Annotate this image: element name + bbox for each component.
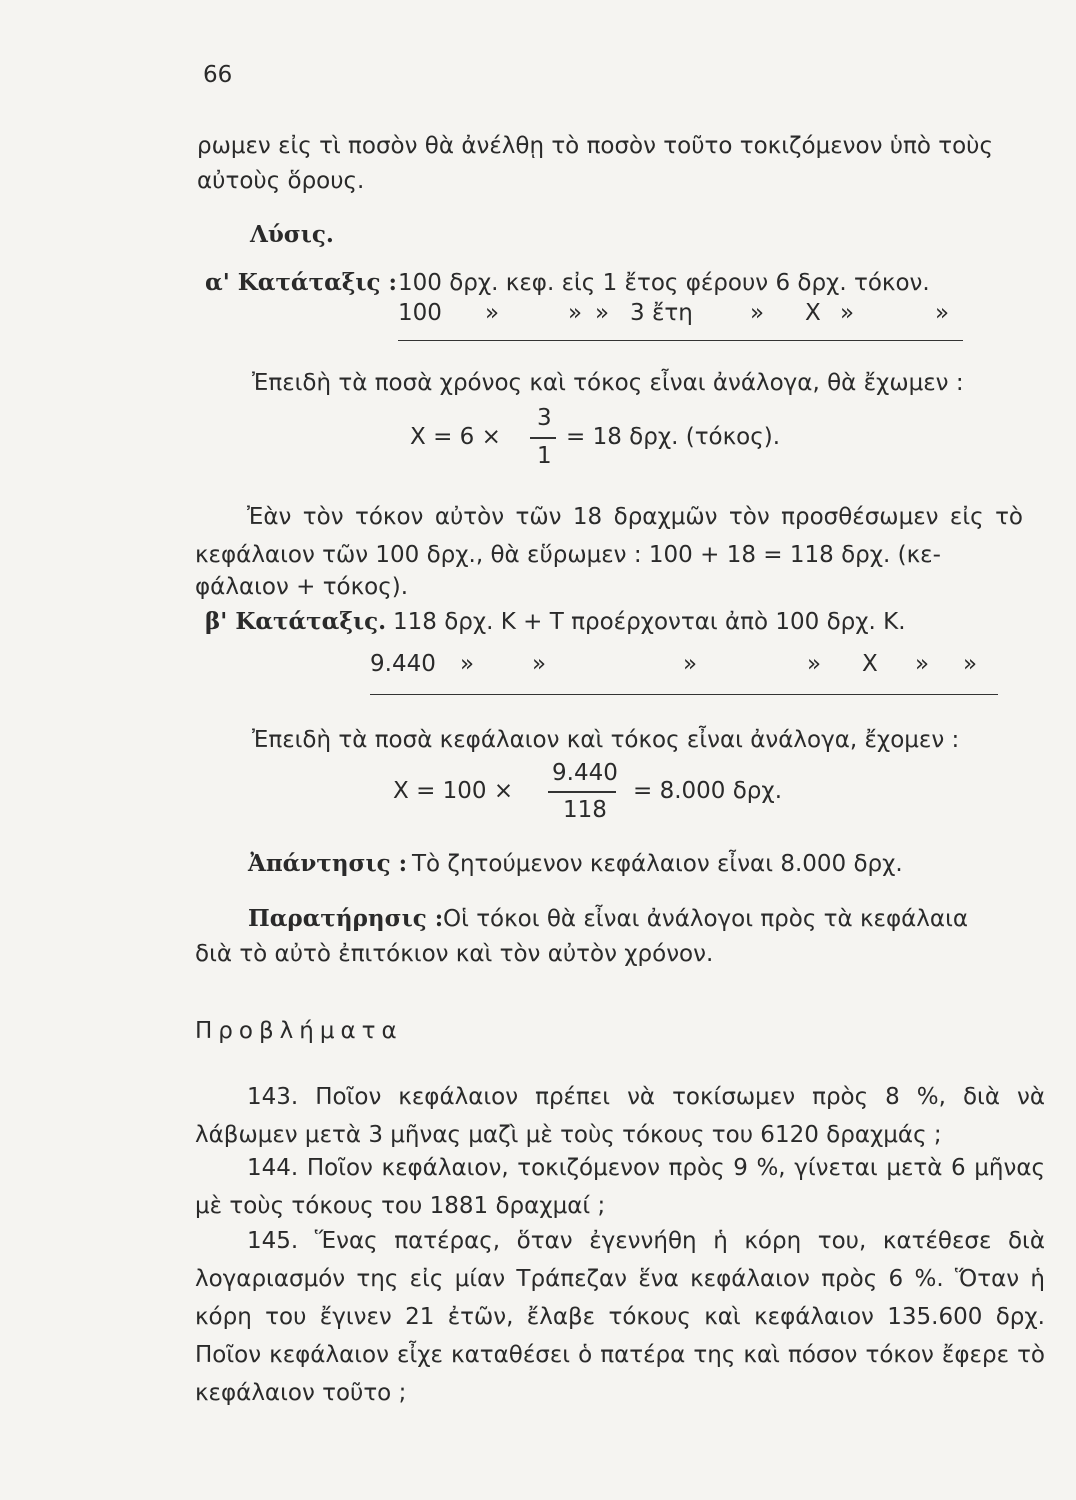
section-b-rule: [370, 694, 998, 695]
b-row2-c2: »: [460, 651, 475, 677]
section-a-formula-right: = 18 δρχ. (τόκος).: [566, 424, 781, 450]
section-a-row2: [0, 294, 1076, 332]
transfer-paragraph: Ἐὰν τὸν τόκον αὐτὸν τῶν 18 δραχμῶν τὸν προσθέσωμεν εἰς τὸ κεφάλαιον τῶν 100 δρχ., θὰ εὕρωμεν : 100 + 18 = 118 δρχ. (κε-: [195, 504, 1023, 568]
a-row2-c9: »: [935, 300, 950, 326]
b-row2-c6: X: [862, 651, 878, 677]
problem-145: 145. Ἕνας πατέρας, ὅταν ἐγεννήθη ἡ κόρη του, κατέθεσε διὰ λογαριασμόν της εἰς μίαν Τράπεζαν ἕνα κεφάλαιον πρὸς 6 %. Ὅταν ἡ κόρη του ἔγινεν 21 ἐτῶν, ἔλαβε τόκους καὶ κεφάλαιον 135.600 δρχ. Ποῖον κεφάλαιον εἶχε καταθέσει ὁ πατέρα της καὶ πόσον τόκον ἔφερε τὸ κεφάλαιον τοῦτο ;: [195, 1228, 1045, 1406]
section-a-rule: [398, 340, 963, 341]
section-b-label: β' Κατάταξις.: [205, 608, 387, 635]
b-row2-c8: »: [963, 651, 978, 677]
page-number: 66: [203, 62, 233, 88]
a-row2-c1: 100: [398, 300, 442, 326]
b-row2-c7: »: [915, 651, 930, 677]
b-row2-c5: »: [807, 651, 822, 677]
section-b-formula-den: 118: [563, 797, 607, 823]
section-b-explanation: Ἐπειδὴ τὰ ποσὰ κεφάλαιον καὶ τόκος εἶναι ἀνάλογα, ἔχομεν :: [252, 727, 960, 753]
section-b-formula-left: X = 100 ×: [393, 778, 514, 804]
a-row2-c5: 3 ἔτη: [630, 300, 693, 326]
problems-heading: Προβλήματα: [195, 1018, 403, 1044]
section-b-formula-num: 9.440: [552, 760, 618, 786]
a-row2-c6: »: [750, 300, 765, 326]
section-a-label: α' Κατάταξις :: [205, 269, 398, 296]
section-a-explanation: Ἐπειδὴ τὰ ποσὰ χρόνος καὶ τόκος εἶναι ἀνάλογα, θὰ ἔχωμεν :: [252, 370, 964, 396]
section-a-formula-num: 3: [537, 405, 552, 431]
a-row2-c7: X: [805, 300, 821, 326]
section-b-formula-right: = 8.000 δρχ.: [633, 778, 783, 804]
transfer-line-3: φάλαιον + τόκος).: [195, 574, 409, 600]
b-row2-c4: »: [683, 651, 698, 677]
b-row2-c3: »: [532, 651, 547, 677]
problem-143: 143. Ποῖον κεφάλαιον πρέπει νὰ τοκίσωμεν πρὸς 8 %, διὰ νὰ λάβωμεν μετὰ 3 μῆνας μαζὶ μὲ τοὺς τόκους του 6120 δραχμάς ;: [195, 1084, 1045, 1148]
a-row2-c8: »: [840, 300, 855, 326]
answer-label: Ἀπάντησις :: [248, 850, 408, 877]
remark-label: Παρατήρησις :: [248, 905, 444, 932]
section-b-row2: [0, 645, 1076, 683]
problem-144: 144. Ποῖον κεφάλαιον, τοκιζόμενον πρὸς 9 %, γίνεται μετὰ 6 μῆνας μὲ τοὺς τόκους του 1881 δραχμαί ;: [195, 1155, 1045, 1219]
a-row2-c2: »: [485, 300, 500, 326]
answer-text: Τὸ ζητούμενον κεφάλαιον εἶναι 8.000 δρχ.: [412, 851, 903, 877]
section-a-formula-left: X = 6 ×: [410, 424, 501, 450]
section-a-row1: 100 δρχ. κεφ. εἰς 1 ἔτος φέρουν 6 δρχ. τόκον.: [398, 270, 930, 296]
a-row2-c4: »: [595, 300, 610, 326]
b-row2-c1: 9.440: [370, 651, 436, 677]
intro-line-1: ρωμεν εἰς τὶ ποσὸν θὰ ἀνέλθῃ τὸ ποσὸν τοῦτο τοκιζόμενον ὑπὸ τοὺς: [197, 133, 993, 159]
a-row2-c3: »: [568, 300, 583, 326]
solution-heading: Λύσις.: [250, 221, 334, 248]
remark-line-2: διὰ τὸ αὐτὸ ἐπιτόκιον καὶ τὸν αὐτὸν χρόνον.: [195, 941, 714, 967]
remark-line-1: Οἱ τόκοι θὰ εἶναι ἀνάλογοι πρὸς τὰ κεφάλαια: [443, 906, 969, 932]
section-b-row1: 118 δρχ. Κ + Τ προέρχονται ἀπὸ 100 δρχ. Κ.: [393, 609, 906, 635]
intro-line-2: αὐτοὺς ὅρους.: [197, 168, 365, 194]
section-a-formula-den: 1: [537, 443, 552, 469]
